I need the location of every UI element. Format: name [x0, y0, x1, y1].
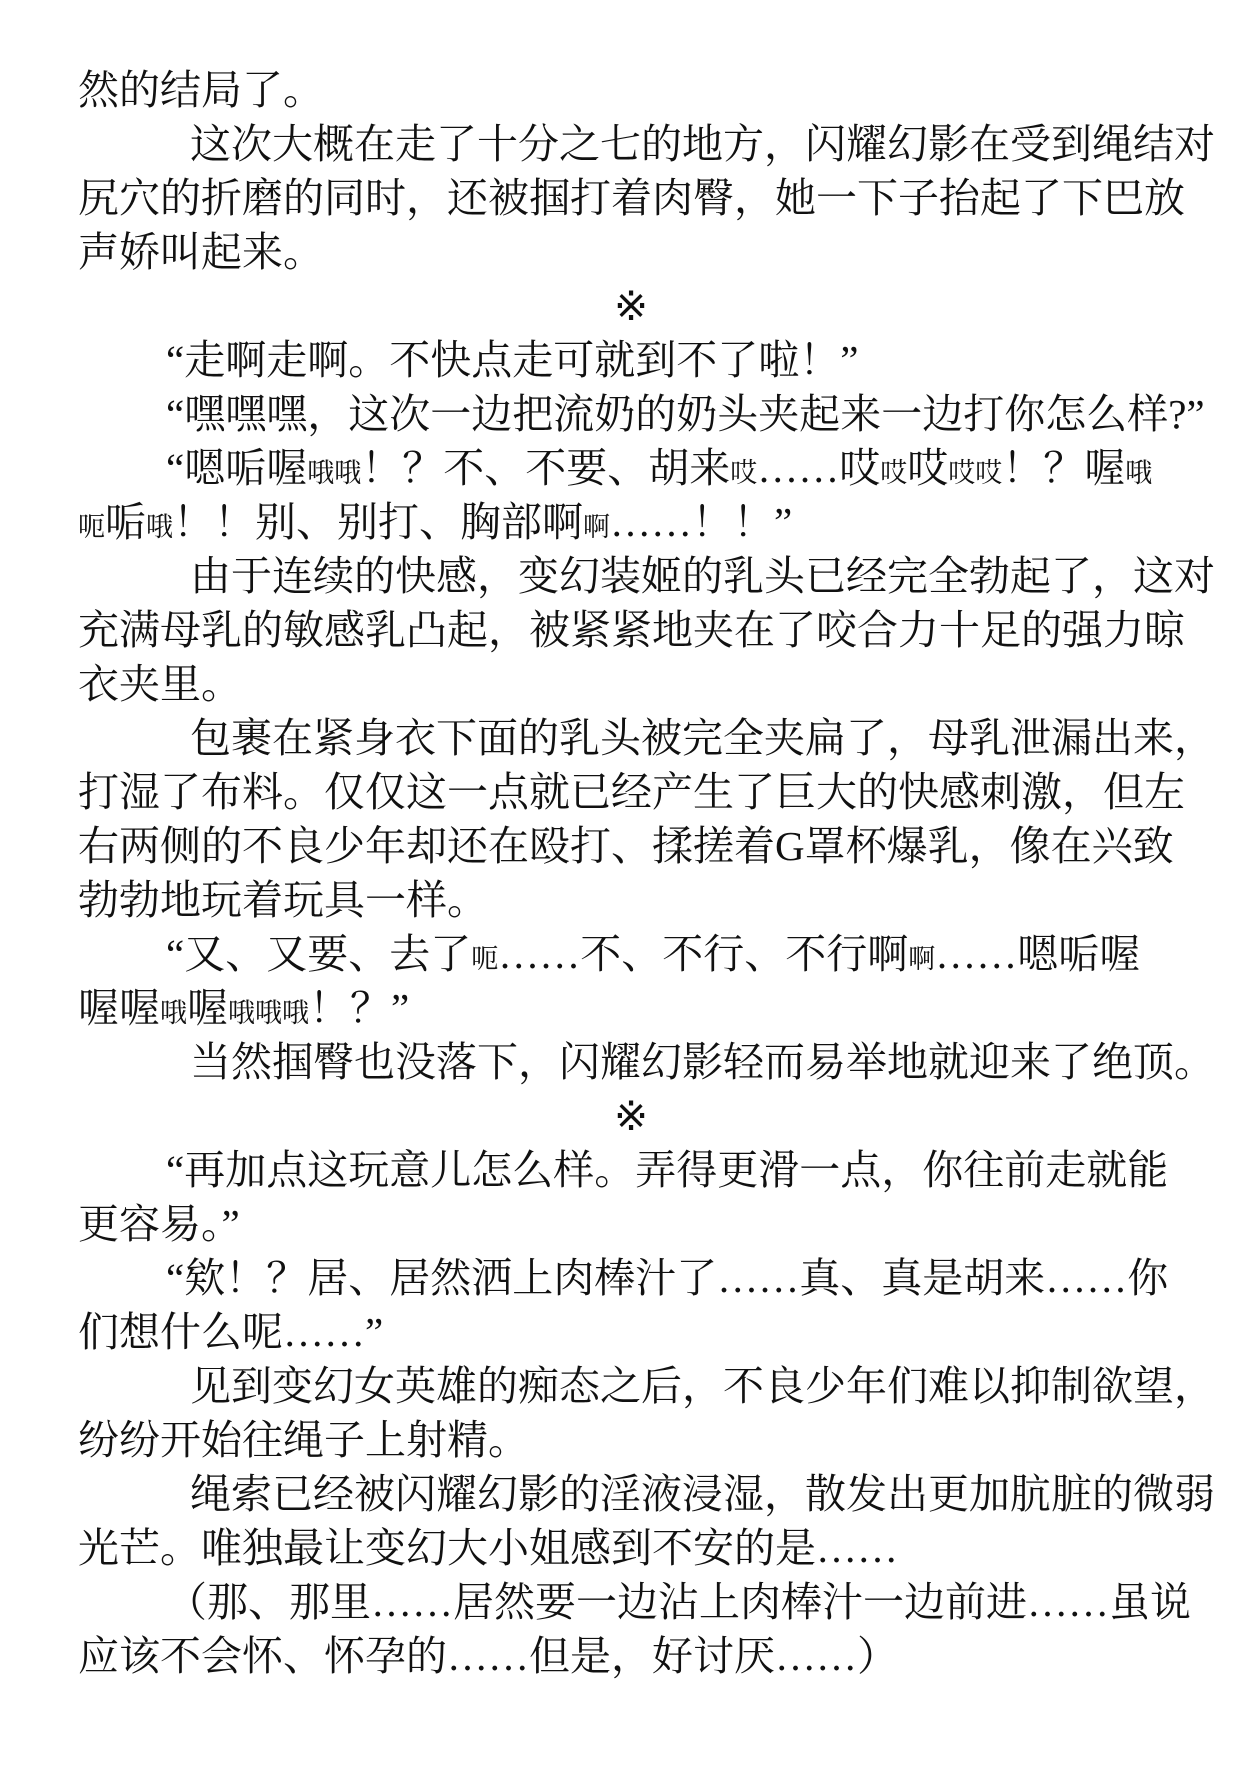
section-divider — [78, 279, 1184, 333]
text-segment: 喔喔 — [78, 985, 160, 1031]
text-segment: 当然掴臀也没落下，闪耀幻影轻而易举地就迎来了绝顶。 — [190, 1039, 1215, 1085]
text-line — [78, 1251, 1184, 1305]
text-segment: “再加点这玩意儿怎么样。弄得更滑一点，你往前走就能 — [166, 1147, 1169, 1193]
text-segment: “嗯㖃喔 — [166, 445, 308, 491]
text-segment: 哎 — [730, 458, 758, 488]
text-line — [78, 711, 1215, 765]
text-line — [78, 117, 1215, 171]
text-line — [78, 225, 1184, 279]
text-segment: 声娇叫起来。 — [78, 229, 324, 275]
text-line — [78, 657, 1184, 711]
text-segment: 应该不会怀、怀孕的……但是，好讨厌……） — [78, 1633, 898, 1679]
text-line — [78, 1197, 1184, 1251]
text-line — [78, 1521, 1184, 1575]
text-segment: 这次大概在走了十分之七的地方，闪耀幻影在受到绳结对 — [190, 121, 1215, 167]
text-segment: 打湿了布料。仅仅这一点就已经产生了巨大的快感刺激，但左 — [78, 769, 1185, 815]
text-line — [78, 873, 1184, 927]
text-segment: 包裹在紧身衣下面的乳头被完全夹扁了，母乳泄漏出来， — [190, 715, 1215, 761]
text-segment: 衣夹里。 — [78, 661, 242, 707]
text-line — [78, 819, 1184, 873]
text-line — [78, 549, 1215, 603]
text-segment: 由于连续的快感，变幻装姬的乳头已经完全勃起了，这对 — [190, 553, 1215, 599]
text-segment: 尻穴的折磨的同时，还被掴打着肉臀，她一下子抬起了下巴放 — [78, 175, 1185, 221]
text-line — [78, 927, 1184, 981]
text-line — [78, 765, 1184, 819]
text-line — [78, 387, 1205, 441]
text-segment: 喔 — [187, 985, 228, 1031]
text-segment: ！？” — [309, 985, 410, 1031]
text-segment: 纷纷开始往绳子上射精。 — [78, 1417, 529, 1463]
text-line — [78, 1359, 1215, 1413]
text-segment: ……哎 — [757, 445, 881, 491]
text-segment: “嘿嘿嘿，这次一边把流奶的奶头夹起来一边打你怎么样?” — [166, 391, 1205, 437]
text-segment: “走啊走啊。不快点走可就到不了啦！” — [166, 337, 859, 383]
text-line — [78, 333, 1184, 387]
text-line — [78, 1035, 1215, 1089]
text-segment: 然的结局了。 — [78, 67, 324, 113]
text-line — [78, 63, 1184, 117]
text-segment: 㖃 — [105, 499, 146, 545]
text-segment: ……嗯㖃喔 — [935, 931, 1141, 977]
section-divider — [78, 1089, 1184, 1143]
text-segment: “欸！？居、居然洒上肉棒汁了……真、真是胡来……你 — [166, 1255, 1169, 1301]
text-segment: ※ — [613, 283, 649, 329]
text-line — [78, 981, 1184, 1035]
text-segment: 哦哦哦 — [228, 998, 309, 1028]
text-line — [78, 1575, 1191, 1629]
text-line — [78, 1143, 1184, 1197]
text-line — [78, 495, 1184, 549]
text-segment: ！？不、不要、胡来 — [361, 445, 731, 491]
text-segment: 更容易。” — [78, 1201, 240, 1247]
text-line — [78, 171, 1184, 225]
text-line — [78, 1305, 1184, 1359]
text-segment: （那、那里……居然要一边沾上肉棒汁一边前进……虽说 — [166, 1579, 1191, 1625]
text-segment: 见到变幻女英雄的痴态之后，不良少年们难以抑制欲望， — [190, 1363, 1215, 1409]
text-segment: “又、又要、去了 — [166, 931, 472, 977]
text-block — [78, 63, 1215, 1683]
text-line — [78, 603, 1184, 657]
text-segment: 充满母乳的敏感乳凸起，被紧紧地夹在了咬合力十足的强力晾 — [78, 607, 1185, 653]
text-segment: 勃勃地玩着玩具一样。 — [78, 877, 488, 923]
text-line — [78, 1629, 1184, 1683]
text-segment: ※ — [613, 1093, 649, 1139]
text-segment: 哦 — [146, 512, 173, 542]
text-segment: 哎 — [880, 458, 908, 488]
text-line — [78, 441, 1184, 495]
text-segment: 右两侧的不良少年却还在殴打、揉搓着G罩杯爆乳，像在兴致 — [78, 823, 1174, 869]
text-segment: ！？喔 — [1002, 445, 1126, 491]
text-segment: 啊 — [908, 944, 936, 974]
text-segment: 呃 — [471, 944, 499, 974]
text-segment: 啊 — [583, 512, 610, 542]
text-segment: 哦哦 — [307, 458, 362, 488]
text-segment: 们想什么呢……” — [78, 1309, 384, 1355]
text-segment: ！！别、别打、胸部啊 — [173, 499, 583, 545]
text-line — [78, 1413, 1184, 1467]
text-segment: 哎哎 — [948, 458, 1003, 488]
text-segment: 光芒。唯独最让变幻大小姐感到不安的是…… — [78, 1525, 898, 1571]
text-segment: 哎 — [907, 445, 949, 491]
text-segment: 哦 — [160, 998, 187, 1028]
text-line — [78, 1467, 1215, 1521]
text-segment: ……不、不行、不行啊 — [498, 931, 909, 977]
text-segment: 呃 — [78, 512, 105, 542]
text-segment: 哦 — [1125, 458, 1153, 488]
text-segment: 绳索已经被闪耀幻影的淫液浸湿，散发出更加肮脏的微弱 — [190, 1471, 1215, 1517]
text-segment: ……！！” — [610, 499, 793, 545]
